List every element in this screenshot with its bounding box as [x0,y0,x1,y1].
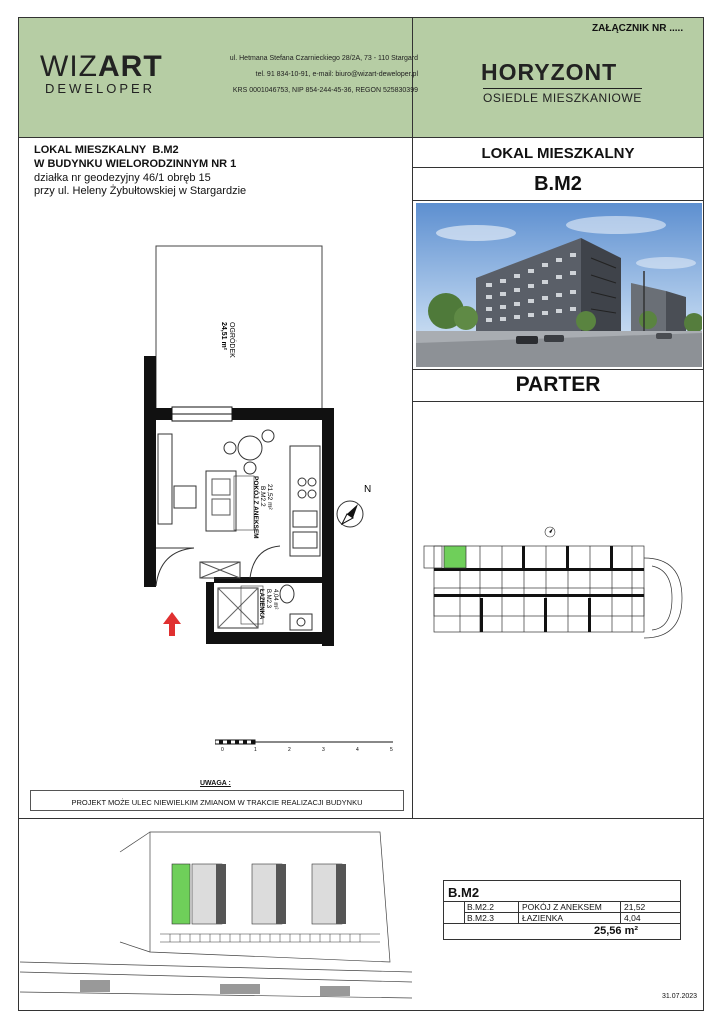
svg-text:POKÓJ Z ANEKSEM: POKÓJ Z ANEKSEM [252,476,259,539]
svg-text:4: 4 [356,747,359,753]
building-line: W BUDYNKU WIELORODZINNYM NR 1 [34,158,237,170]
garden-label [220,322,237,358]
attachment-label: ZAŁĄCZNIK NR ..... [592,23,684,34]
summary-row-name: POKÓJ Z ANEKSEM [522,902,602,912]
svg-text:24,51 m²: 24,51 m² [220,322,227,351]
summary-table [443,880,681,940]
room2-label [258,589,278,620]
svg-text:2: 2 [288,747,291,753]
key-plan-north-icon [545,527,555,537]
warning-box [30,790,404,811]
column-divider [412,138,413,818]
summary-row-code: B.M2.3 [467,913,494,923]
scale-bar [215,736,405,756]
summary-row-name: ŁAZIENKA [522,913,564,923]
svg-text:1: 1 [254,747,257,753]
garden-outline [156,246,322,416]
wall-bath-west [206,582,214,644]
summary-row-area: 4,04 [624,913,641,923]
floor-title: PARTER [515,373,601,396]
company-address: ul. Hetmana Stefana Czarnieckiego 28/2A, 73 - 110 Stargard [229,55,418,62]
company-contact: tel. 91 834-10-91, e-mail: biuro@wizart-deweloper.pl [255,71,418,78]
highlighted-unit [444,546,466,568]
grid-line [412,401,704,402]
estate-title: HORYZONT [481,59,618,85]
summary-row-code: B.M2.2 [467,902,494,912]
kitchen-counter [290,446,320,556]
toilet [280,585,294,603]
site-highlighted-building [172,864,190,924]
svg-text:4,04 m²: 4,04 m² [272,589,278,610]
floor-plan [130,236,410,646]
svg-text:OGRÓDEK: OGRÓDEK [228,322,235,358]
wall-east [322,408,334,646]
svg-text:0: 0 [221,747,224,753]
grid-line [412,200,704,201]
wall-west [144,356,156,586]
dining-table [238,436,262,460]
parcel-line: działka nr geodezyjny 46/1 obręb 15 [34,172,211,184]
unit-heading: LOKAL MIESZKALNY B.M2 [34,144,179,156]
company-logo-subtitle: DEWELOPER [45,81,156,96]
svg-text:21,52 m²: 21,52 m² [266,484,273,510]
wall-south [206,632,334,644]
company-logo: WIZART [40,50,163,83]
room1-label [252,476,273,539]
coffee-table [174,486,196,508]
svg-text:N: N [364,484,372,495]
site-plan [20,822,412,1010]
svg-text:3: 3 [322,747,325,753]
tv-cabinet [158,434,172,524]
warning-text: PROJEKT MOŻE ULEC NIEWIELKIM ZMIANOM W TRAKCIE REALIZACJI BUDYNKU [71,798,363,807]
estate-subtitle: OSIEDLE MIESZKANIOWE [483,88,642,105]
building-rendering [416,203,702,367]
unit-type-title: LOKAL MIESZKALNY [481,145,635,162]
summary-total: 25,56 m² [594,925,639,937]
svg-text:B.M2.2: B.M2.2 [259,486,266,507]
document-date: 31.07.2023 [662,993,698,1000]
summary-title: B.M2 [448,885,480,900]
unit-code-title: B.M2 [534,173,582,195]
entry-arrow-icon [163,612,181,636]
svg-text:5: 5 [390,747,393,753]
wall-corner [144,577,156,587]
company-registry: KRS 0001046753, NIP 854-244-45-36, REGON 525830399 [232,87,418,94]
grid-line [412,369,704,370]
grid-line [412,167,704,168]
sink [290,614,312,630]
sofa [206,471,236,531]
summary-row-area: 21,52 [624,902,646,912]
warning-title: UWAGA : [200,780,231,787]
grid-line [18,818,704,819]
svg-text:ŁAZIENKA: ŁAZIENKA [258,589,264,620]
north-arrow-icon [337,484,371,527]
key-plan [420,518,704,650]
street-line: przy ul. Heleny Żybułtowskiej w Stargardzie [34,185,247,197]
svg-text:B.M2.3: B.M2.3 [265,589,271,609]
